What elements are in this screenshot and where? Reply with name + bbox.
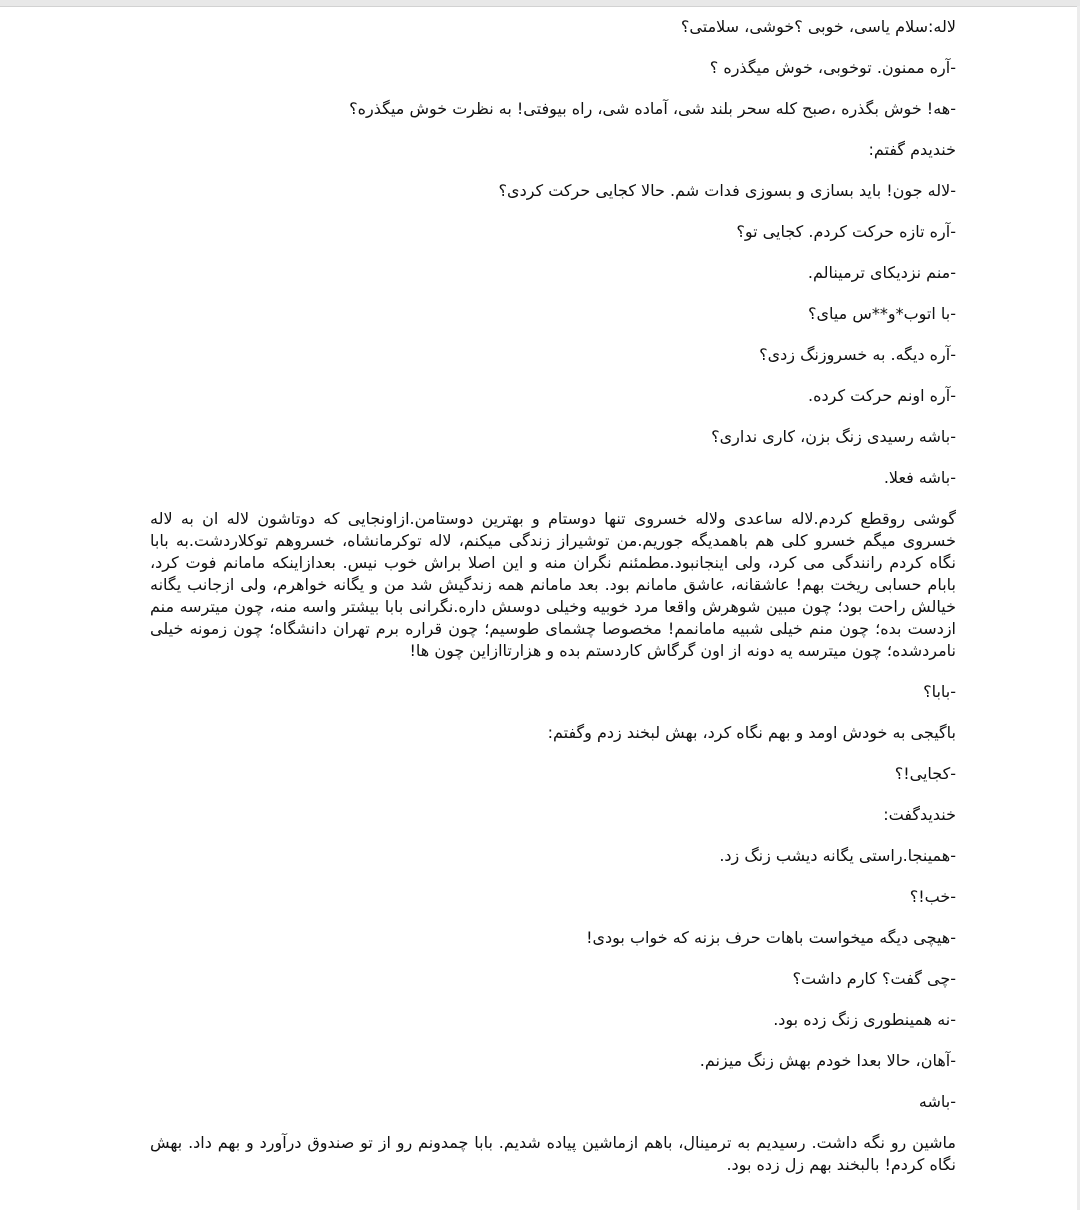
paragraph-9: -آره دیگه. به خسروزنگ زدی؟ [759,345,956,364]
paragraph-22: -نه همینطوری زنگ زده بود. [773,1010,956,1029]
paragraph-5: -لاله جون! باید بسازی و بسوزی فدات شم. حالا کجایی حرکت کردی؟ [498,181,956,200]
paragraph-6: -آره تازه حرکت کردم. کجایی تو؟ [736,222,956,241]
paragraph-17: خندیدگفت: [883,805,956,824]
paragraph-1: لاله:سلام یاسی، خوبی ؟خوشی، سلامتی؟ [680,17,956,36]
paragraph-25: ماشین رو نگه داشت. رسیدیم به ترمینال، باهم ازماشین پیاده شدیم. بابا چمدونم رو از تو صندوق درآورد و بهم داد. بهش نگاه کردم! بالبخند بهم زل زده بود. [150,1133,956,1174]
paragraph-23: -آهان، حالا بعدا خودم بهش زنگ میزنم. [699,1051,956,1070]
paragraph-12: -باشه فعلا. [883,468,956,487]
paragraph-24: -باشه [918,1092,956,1111]
paragraph-11: -باشه رسیدی زنگ بزن، کاری نداری؟ [711,427,956,446]
paragraph-10: -آره اونم حرکت کرده. [808,386,956,405]
paragraph-18: -همینجا.راستی یگانه دیشب زنگ زد. [719,846,956,865]
paragraph-21: -چی گفت؟ کارم داشت؟ [792,969,956,988]
page-top-border [0,0,1080,7]
paragraph-13: گوشی روقطع کردم.لاله ساعدی ولاله خسروی تنها دوستام و بهترین دوستامن.ازاونجایی که دوتاشون لاله ان به لاله خسروی میگم خسرو کلی هم باهمدیگه جوریم.من توشیراز زندگی میکنم، لاله توکرمانشاه، خسروهم توکلاردشت.به بابا نگاه کردم رانندگی می کرد، ولی اینجانبود.مطمئنم نگران منه و این اصلا براش خوب نیس. بعدازاینکه مامانم فوت کرد، بابام حسابی ریخت بهم! عاشقانه، عاشق مامانم بود. بعد مامانم همه زندگیش شد من و یگانه خواهرم، ولی ازجانب یگانه خیالش راحت بود؛ چون مبین شوهرش واقعا مرد خوبیه وخیلی دوسش داره.نگرانی بابا بیشتر واسه منه، چون میترسه منم ازدست بده؛ چون منم خیلی شبیه مامانمم! مخصوصا چشمای طوسیم؛ چون قراره برم تهران دانشگاه؛ چون زمونه خیلی نامردشده؛ چون میترسه یه دونه از اون گرگاش کاردستم بده و هزارتاازاین چون ها! [150,509,956,660]
paragraph-4: خندیدم گفتم: [868,140,956,159]
paragraph-14: -بابا؟ [923,682,956,701]
document-body [150,16,956,1195]
paragraph-16: -کجایی!؟ [894,764,956,783]
paragraph-8: -با اتوب*و**س میای؟ [807,304,956,323]
paragraph-7: -منم نزدیکای ترمینالم. [807,263,956,282]
paragraph-19: -خب!؟ [909,887,956,906]
paragraph-3: -هه! خوش بگذره ،صبح کله سحر بلند شی، آماده شی، راه بیوفتی! به نظرت خوش میگذره؟ [349,99,956,118]
paragraph-20: -هیچی دیگه میخواست باهات حرف بزنه که خواب بودی! [586,928,956,947]
paragraph-2: -آره ممنون. توخوبی، خوش میگذره ؟ [709,58,956,77]
paragraph-15: باگیجی به خودش اومد و بهم نگاه کرد، بهش لبخند زدم وگفتم: [547,723,956,742]
